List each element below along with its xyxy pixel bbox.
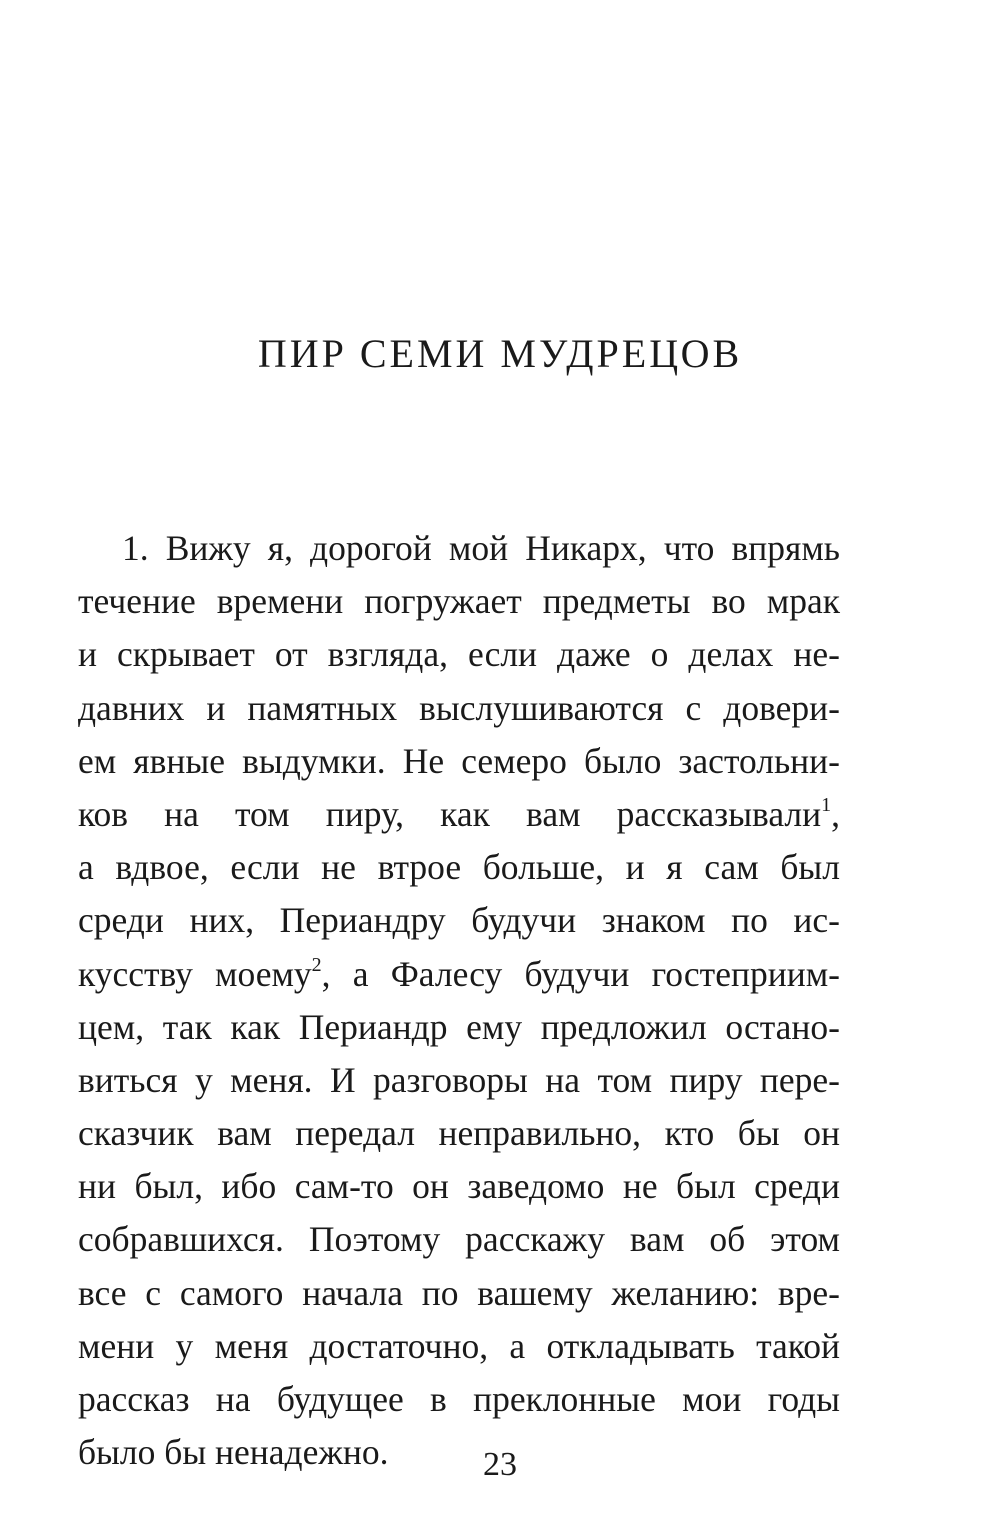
- text-segment: ков на том пиру, как вам рассказывали: [78, 793, 822, 834]
- text-segment: кусству моему: [78, 953, 312, 994]
- text-line: [78, 788, 840, 841]
- text-line: все с самого начала по вашему желанию: вре-: [78, 1272, 840, 1313]
- chapter-title: ПИР СЕМИ МУДРЕЦОВ: [257, 331, 743, 376]
- text-line: собравшихся. Поэтому расскажу вам об этом: [78, 1219, 840, 1260]
- text-line: течение времени погружает предметы во мрак: [78, 581, 840, 622]
- paragraph-1: [78, 522, 840, 1479]
- text-line: [78, 948, 840, 1001]
- text-segment: ,: [831, 793, 840, 834]
- footnote-marker-1: 1: [821, 793, 832, 816]
- text-segment: , а Фалесу будучи гостеприим-: [321, 953, 840, 994]
- footnote-marker-2: 2: [311, 953, 322, 976]
- text-line: давних и памятных выслушиваются с довери-: [78, 687, 840, 728]
- page-number: 23: [483, 1446, 517, 1483]
- text-line: ни был, ибо сам-то он заведомо не был среди: [78, 1166, 840, 1207]
- text-line: а вдвое, если не втрое больше, и я сам был: [78, 847, 840, 888]
- text-line: среди них, Периандру будучи знаком по ис-: [78, 900, 840, 941]
- text-line: 1. Вижу я, дорогой мой Никарх, что впрямь: [122, 528, 840, 568]
- text-line: ем явные выдумки. Не семеро было застольни-: [78, 740, 840, 781]
- text-line: виться у меня. И разговоры на том пиру пере-: [78, 1059, 840, 1100]
- text-line: рассказ на будущее в преклонные мои годы: [78, 1379, 840, 1419]
- text-line: было бы ненадежно.: [78, 1432, 389, 1473]
- text-line: мени у меня достаточно, а откладывать такой: [78, 1325, 840, 1366]
- text-line: цем, так как Периандр ему предложил остано-: [78, 1006, 840, 1047]
- text-line: и скрывает от взгляда, если даже о делах не-: [78, 634, 840, 675]
- text-line: сказчик вам передал неправильно, кто бы он: [78, 1113, 840, 1154]
